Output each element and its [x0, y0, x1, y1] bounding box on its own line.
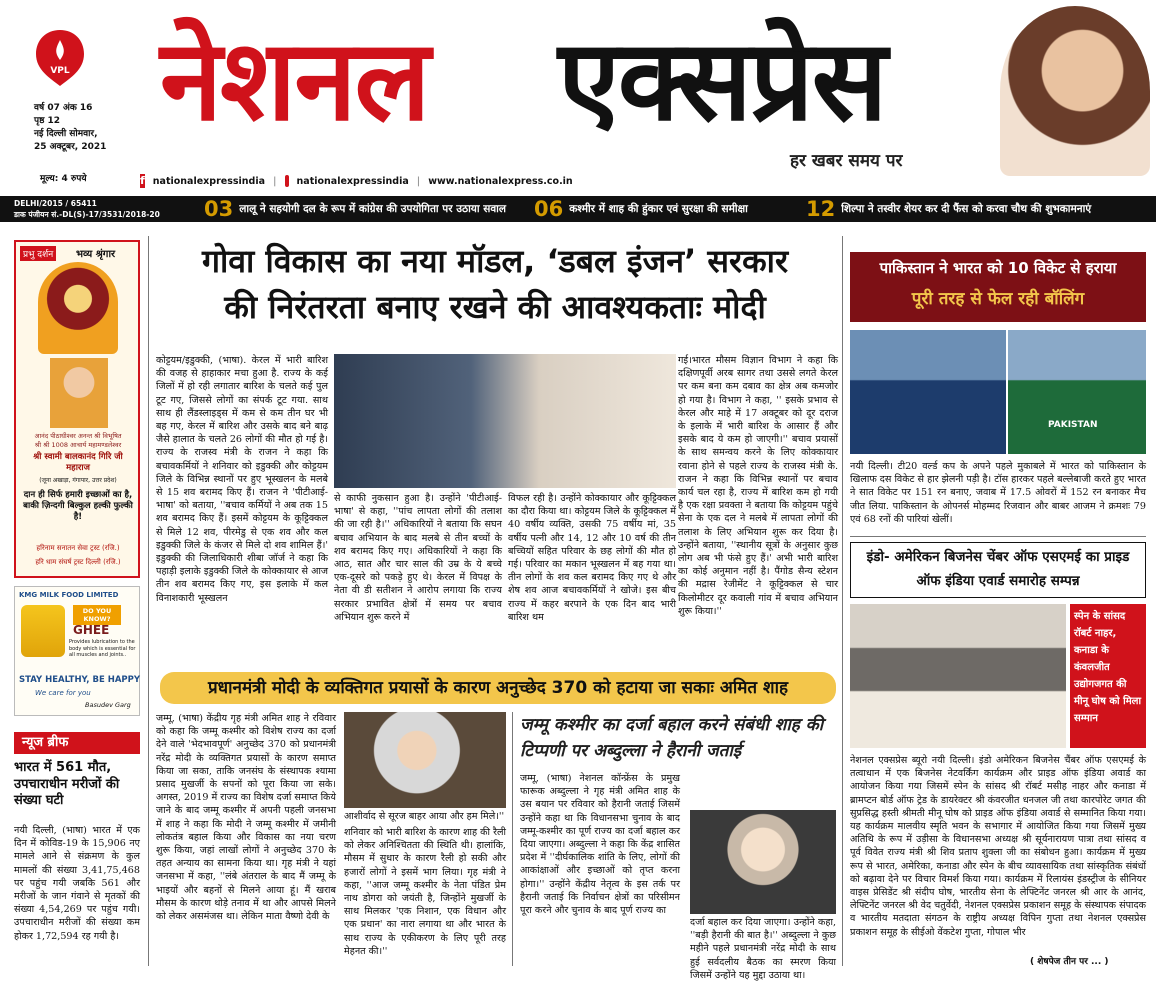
shah-col-1: जम्मू, (भाषा) केंद्रीय गृह मंत्री अमित शाह ने रविवार को कहा कि जम्मू कश्मीर को विशेष राज्य का दर्जा देने वाले 'भेदभावपूर्ण' अनुच्छेद 370 को प्रधानमंत्री नरेंद्र मोदी के व्यक्तिगत प्रयासों के कारण समाप्त किया जा सका, ताकि जनसंघ के संस्थापक श्यामा प्रसाद मुखर्जी के सपनों को पूरा किया जा सके। अगस्त, 2019 में राज्य का विशेष दर्जा समाप्त किये जाने के बाद जम्मू कश्मीर में अपनी पहली जनसभा में शाह ने कहा कि मोदी ने जम्मू कश्मीर में जमीनी लोकतंत्र बहाल किया और विकास का नया चरण शुरू किया, जहां लाखों लोगों ने अनुच्छेद 370 के तहत अन्याय का सामना किया था। गृह मंत्री ने यहां जनसभा में कहा, ''लंबे अंतराल के बाद मैं जम्मू के भाइयों और बहनों से मिलने आया हूं। मैं खराब मौसम के कारण थोड़े तनाव में था और आपसे मिलने को लेकर असमंजस था। लेकिन माता वैष्णो देवी के [156, 713, 336, 923]
teaser-strip [0, 196, 1156, 222]
lead-col-4: गई।भारत मौसम विज्ञान विभाग ने कहा कि दक्षिणपूर्वी अरब सागर तथा उससे लगते केरल पर कम बना कम दबाव का क्षेत्र अब कमजोर हो गया है। विभाग ने कहा, '' इसके प्रभाव से केरल और माहे में 17 अक्टूबर को दूर दराज के इलाके में भारी बारिश के आसार हैं और इसके बाद ये कम हो जाएगी।'' बचाव प्रयासों के साथ समन्वय करने के लिए कोक्कायार रवाना होने से पहले राज्य के राजस्व मंत्री के. राजन ने कहा कि विभिन्न स्थानों पर बचाव कार्य चल रहा है, राज्य में बारिश कम हो गयी है एक रक्षा प्रवक्ता ने बताया कि कोट्टयम पहुंचे सेना के एक दल ने मलबे में लापता लोगों की तलाश के लिए अभियान शुरू कर दिया है। उन्होंने बताया, ''स्थानीय सूत्रों के अनुसार कुछ लोग अब भी फंसे हुए हैं।' अभी भारी बारिश का कोई अनुमान नहीं है। पैंगोड सैन्य स्टेशन की मद्रास रेजीमेंट ने कूट्टिक्कल से चार किलोमीटर दूर कवाली गांव में बचाव अभियान शुरू किया।'' [678, 355, 838, 617]
modi-photo [334, 354, 676, 488]
cricket-headline-box [850, 252, 1146, 322]
price-text: मूल्य: 4 रुपये [40, 174, 87, 184]
chamber-headline: इंडो- अमेरिकन बिजनेस चेंबर ऑफ एसएमई का प्राइड ऑफ इंडिया एवार्ड समारोह सम्पन्न [866, 549, 1130, 589]
ghee-fact: Provides lubrication to the body which is essential for all muscles and joints.. [69, 639, 136, 658]
devotional-label-2: भव्य श्रृंगार [76, 249, 116, 260]
masthead-title-left: नेशनल [160, 16, 429, 146]
ghee-slogan: STAY HEALTHY, BE HAPPY [19, 675, 141, 685]
saint-caption-1: आनंद पीठाधीश्वर अनन्त श्री विभूषित [34, 432, 122, 440]
devotional-label-1: प्रभु दर्शन [20, 246, 56, 261]
cricket-headline-line1: पाकिस्तान ने भारत को 10 विकेट से हराया [879, 259, 1117, 277]
lead-col-2: से काफी नुकसान हुआ है। उन्होंने 'पीटीआई-भाषा' से कहा, ''पांच लापता लोगों की तलाश की जा रही है।'' अधिकारियों ने बताया कि सघन बचाव अभियान के बाद मलबे से तीन बच्चों के शव बरामद किए गए। अधिकारियों ने कहा कि आठ, सात और चार साल की उम्र के ये बच्चे एक-दूसरे को पकड़े हुए थे। केरल में विपक्ष के नेता वी डी सतीशन ने आरोप लगाया कि राज्य सरकार प्रभावित क्षेत्रों में समय पर बचाव अभियान शुरू करने में [334, 493, 502, 623]
registration-block [14, 198, 200, 220]
volume-text: वर्ष 07 अंक 16 [34, 103, 93, 113]
instagram-icon [285, 175, 289, 187]
saint-caption-2: श्री श्री 1008 आचार्य महामण्डलेश्वर [34, 441, 122, 449]
issue-meta [34, 102, 154, 154]
farooq-abdullah-photo [690, 810, 836, 914]
registration-line1: DELHI/2015 / 65411 [14, 199, 97, 208]
shah-headline-bar [160, 672, 836, 704]
chamber-side-caption: स्पेन के सांसद रॉबर्ट नाहर, कनाडा के कंवलजीत उद्योगजगत की मीनू घोष को मिला सम्मान [1074, 611, 1142, 724]
pakistan-jersey-text: PAKISTAN [1048, 420, 1098, 430]
cricket-body: नयी दिल्ली। टी20 वर्ल्ड कप के अपने पहले मुकाबले में भारत को पाकिस्तान के खिलाफ दस विकेट से हार झेलनी पड़ी है। टॉस हारकर पहले बल्लेबाजी करते हुए भारत ने सात विकेट पर 151 रन बनाए, जवाब में 17.5 ओवरों में 152 रन बनाकर मैच जीत लिया. पाकिस्तान के ओपनर्स मोहम्मद रिजवान और बाबर आजम ने क्रमशः 79 एवं 68 रनों की पारियां खेलीं। [850, 461, 1146, 525]
news-brief-label [14, 732, 140, 754]
lead-col-3: विफल रही है। उन्होंने कोक्कायार और कूट्टिक्कल का दौरा किया था। कोट्टयम जिले के कूट्टिक्कल में 40 वर्षीय व्यक्ति, उसकी 75 वर्षीय मां, 35 वर्षीय पत्नी और 14, 12 और 10 वर्ष की तीन बच्चियों सहित परिवार के छह लोगों की मौत हो गई। परिवार का मकान भूस्खलन में बह गया था। तीन लोगों के शव कल बरामद किए गए थे और शेष शव आज बचावकर्मियों ने खोजे। इस बीच राज्य में कहर बरपाने के एक दिन बाद भारी बारिश थम [508, 493, 676, 623]
shah-photo-caption: आशीर्वाद से सूरज बाहर आया और हम मिले।'' [344, 811, 505, 822]
devotional-quote: दान ही सिर्फ हमारी इच्छाओं का है, बाकी ज़िन्दगी बिल्कुल हल्की फुल्की है! [23, 490, 133, 522]
abdullah-headline: जम्मू कश्मीर का दर्जा बहाल करने संबंधी शाह की टिप्पणी पर अब्दुल्ला ने हैरानी जताई [520, 715, 824, 761]
saint-photo [50, 358, 108, 428]
abdullah-col-1: जम्मू, (भाषा) नेशनल कॉन्फ्रेंस के प्रमुख फारूक अब्दुल्ला ने गृह मंत्री अमित शाह के उस बयान पर रविवार को हैरानी जताई जिसमें उन्होंने कहा था कि विधानसभा चुनाव के बाद जम्मू-कश्मीर का पूर्ण राज्य का दर्जा बहाल कर दिया जाएगा। अब्दुल्ला ने कहा कि केंद्र शासित प्रदेश में ''दीर्घकालिक शांति के लिए, लोगों की आकांक्षाओं और इच्छाओं को तृप्त करना होगा।'' उन्होंने केंद्रीय नेतृत्व के इस तर्क पर हैरानी जताई कि निर्वाचन क्षेत्रों का परिसीमन पूरा करने और चुनाव के बाद पूर्ण राज्य का [520, 773, 680, 917]
teaser-2[interactable] [534, 196, 748, 222]
celebrity-photo [1000, 6, 1150, 176]
saint-name: श्री स्वामी बालकानंद गिरि जी महाराज [33, 452, 123, 473]
teaser-3[interactable] [806, 196, 1091, 222]
instagram-handle[interactable]: nationalexpressindia [296, 175, 409, 187]
lead-headline-line2: की निरंतरता बनाए रखने की आवश्यकताः मोदी [224, 288, 766, 326]
social-bar: f nationalexpressindia | nationalexpressindia | www.nationalexpress.co.in [140, 174, 573, 187]
saint-caption [20, 432, 136, 450]
news-brief-body: नयी दिल्ली, (भाषा) भारत में एक दिन में कोविड-19 के 15,906 नए मामले आने से संक्रमण के कुल मामलों की संख्या 3,41,75,468 पर पहुंच गयी जबकि 561 और मरीजों के जान गंवाने से मृतकों की संख्या 4,54,269 पर पहुंच गयी। उपचाराधीन मरीजों की संख्या कम होकर 1,72,594 रह गयी है। [14, 825, 140, 942]
chamber-continued[interactable]: ( शेषपेज तीन पर ... ) [1030, 957, 1109, 967]
chamber-body: नेशनल एक्सप्रेस ब्यूरो नयी दिल्ली। इंडो अमेरिकन बिजनेस चैंबर ऑफ एसएमई के तत्वाधान में एक बिजनेस नेटवर्किंग कार्यक्रम और प्राइड ऑफ इंडिया अवार्ड का आयोजन किया गया जिसमें स्पेन के सांसद श्री रॉबर्ट मसीह नाहर और कनाडा में ब्रामप्टन बोर्ड ऑफ ट्रेड के डायरेक्टर श्री कंवरजीत धनजल जी तथा कारपोरेट जगत की सुप्रसिद्ध हस्ती श्रीमती मीनू घोष को प्राइड ऑफ इंडिया अवार्ड से सम्मानित किया गया। यह कार्यक्रम मालवीय स्मृति भवन के सभागार में आयोजित किया गया जिसमें मुख्य अतिथि के रूप में उड़ीसा के विधानसभा अध्यक्ष श्री सूर्यनारायण पात्रा तथा सांसद व पूर्व विवेत राज्य मंत्री श्री शिव प्रताप शुक्ला जी का संबोधन हुआ। कार्यक्रम में मुख्य रूप से भारत, अमेरिका, कनाडा और स्पेन के बीच व्यावसायिक तथा सांस्कृतिक संबंधों को बढ़ावा देने पर विचार विमर्श किया गया। कार्यक्रम में रिलायंस इंडस्ट्रीज के सीनियर वाइस प्रेसिडेंट श्री संदीप घोष, भारतीय सेना के लेफ्टिनेंट जनरल श्री आर के आनंद, लेफ्टिनेंट जनरल श्री वेद चतुर्वेदी, नेशनल एक्सप्रेस प्रकाशन समूह के संस्थापक संपादक व भारतीय मतदाता संगठन के राष्ट्रीय अध्यक्ष विपिन गुप्ता तथा नेशनल एक्सप्रेस प्रकाशन समूह के सीईओ वेंकटेश गुप्ता, गोपाल भीर [850, 755, 1146, 938]
ghee-ad [14, 586, 140, 716]
date-line2: 25 अक्टूबर, 2021 [34, 142, 107, 152]
registration-line2: डाक पंजीयन सं.-DL(S)-17/3531/2018-20 [14, 210, 160, 219]
chamber-side-caption-box [1070, 604, 1146, 748]
news-brief-headline: भारत में 561 मौत, उपचाराधीन मरीजों की संख्या घटी [14, 760, 120, 808]
shah-col-2: शनिवार को भारी बारिश के कारण शाह की रैली को लेकर अनिश्चितता की स्थिति थी। हालांकि, मौसम में सुधार के कारण रैली हो सकी और हजारों लोगों ने इसमें भाग लिया। गृह मंत्री ने कहा, ''आज जम्मू कश्मीर के नेता पंडित प्रेम नाथ डोगरा को जयंती है, जिन्होंने मुखर्जी के साथ मिलकर 'एक निशान, एक विधान और एक प्रधान' का नारा लगाया था और भारत के साथ राज्य के एकीकरण के लिए पूरी तरह मेहनत की।'' [344, 827, 506, 957]
teaser-text: लालू ने सहयोगी दल के रूप में कांग्रेस की उपयोगिता पर उठाया सवाल [239, 203, 507, 215]
column-divider [148, 236, 149, 966]
masthead-title-right: एक्सप्रेस [558, 16, 886, 146]
award-ceremony-photo [850, 604, 1066, 748]
shah-headline: प्रधानमंत्री मोदी के व्यक्तिगत प्रयासों के कारण अनुच्छेद 370 को हटाया जा सकाः अमित शाह [207, 678, 789, 698]
column-divider [842, 236, 843, 966]
facebook-icon: f [140, 174, 145, 187]
devotional-ad [14, 240, 140, 578]
amit-shah-photo [344, 712, 506, 808]
date-line1: नई दिल्ली सोमवार, [34, 129, 98, 139]
website-link[interactable]: www.nationalexpress.co.in [428, 175, 573, 187]
trust-line-2: हरि धाम संघर्ष ट्रस्ट दिल्ली (रजि.) [35, 558, 121, 566]
column-divider [512, 712, 513, 966]
teaser-page-number: 12 [806, 197, 836, 221]
teaser-1[interactable] [204, 196, 506, 222]
ghee-jar-image [21, 605, 65, 657]
teaser-text: शिल्पा ने तस्वीर शेयर कर दी फैंस को करवा चौथ की शुभकामनाएं [841, 203, 1092, 215]
trust-line-1: हरिनाम सनातन सेवा ट्रस्ट (रजि.) [36, 544, 120, 552]
did-you-know-badge: DO YOU KNOW? [73, 605, 121, 625]
lead-headline [152, 238, 838, 330]
vpl-logo-shape [34, 28, 86, 88]
abdullah-col-2: दर्जा बहाल कर दिया जाएगा। उन्होंने कहा, ''बड़ी हैरानी की बात है।'' अब्दुल्ला ने कुछ महीने पहले प्रधानमंत्री नरेंद्र मोदी के साथ हुई सर्वदलीय बैठक का स्मरण किया जिसमें उन्होंने यह मुद्दा उठाया था। [690, 917, 836, 981]
chamber-headline-box [850, 542, 1146, 598]
facebook-handle[interactable]: nationalexpressindia [152, 175, 266, 187]
vpl-logo-text: VPL [50, 66, 70, 76]
ghee-product-name: GHEE [73, 623, 110, 637]
vpl-logo [34, 28, 86, 88]
masthead-tagline: हर खबर समय पर [790, 151, 903, 171]
teaser-page-number: 06 [534, 197, 564, 221]
lead-col-1: कोट्टयम/इडुक्की, (भाषा). केरल में भारी बारिश की वजह से हाहाकार मचा हुआ है. राज्य के कई जिलों में हो रही लगातार बारिश के चलते कई पुल टूट गए, जिससे लोगों का संपर्क टूट गया. साथ साथ ही लैंडस्लाइड्स में कम से कम तीन घर भी बह गए, केरल में बारिश और उसके बाद बने बाढ़ जैसे हालात के चलते 26 लोगों की मौत हो गई है। राज्य के राजस्व मंत्री के राजन ने कहा कि बचावकर्मियों ने शनिवार को इडुक्की और कोट्टयम जिले के विभिन्न स्थानों पर हुए भूस्खलन के मलबे से 15 शव बरामद किए हैं। राजन ने 'पीटीआई-भाषा' को बताया, ''बचाव कर्मियों ने अब तक 15 शव बरामद किए हैं। इसमें कोट्टयम के कूट्टिक्कल से मिले 12 शव, पीरमेडु से एक शव और कल इडुक्की जिले के कंजर से मिले दो शव शामिल हैं।' इडुक्की की जिलाधिकारी शीबा जॉर्ज ने कहा कि पहाड़ी इलाके इडुक्की जिले के कोक्कायार से आज तीन शव बरामद किए गए, इस इलाके में कल विनाशकारी भूस्खलन [156, 355, 328, 604]
teaser-text: कश्मीर में शाह की हुंकार एवं सुरक्षा की समीक्षा [569, 203, 748, 215]
cricket-headline-line2: पूरी तरह से फेल रही बॉलिंग [911, 289, 1085, 309]
section-divider [850, 536, 1146, 537]
ghee-signoff: We care for you [35, 689, 91, 697]
teaser-page-number: 03 [204, 197, 234, 221]
pages-text: पृष्ठ 12 [34, 116, 61, 126]
cricket-photo-india [850, 330, 1006, 454]
masthead [0, 0, 1156, 196]
ghee-brand: KMG MILK FOOD LIMITED [19, 591, 119, 599]
saint-subtitle: (जूना अखाड़ा, गंगापार, उत्तर प्रदेश) [39, 477, 117, 484]
cricket-photo-pakistan [1008, 330, 1146, 454]
news-brief-label-text: न्यूज ब्रीफ [22, 735, 69, 750]
deity-image [38, 262, 118, 354]
ghee-signature: Basudev Garg [85, 701, 131, 709]
lead-headline-line1: गोवा विकास का नया मॉडल, ‘डबल इंजन’ सरकार [201, 242, 789, 280]
